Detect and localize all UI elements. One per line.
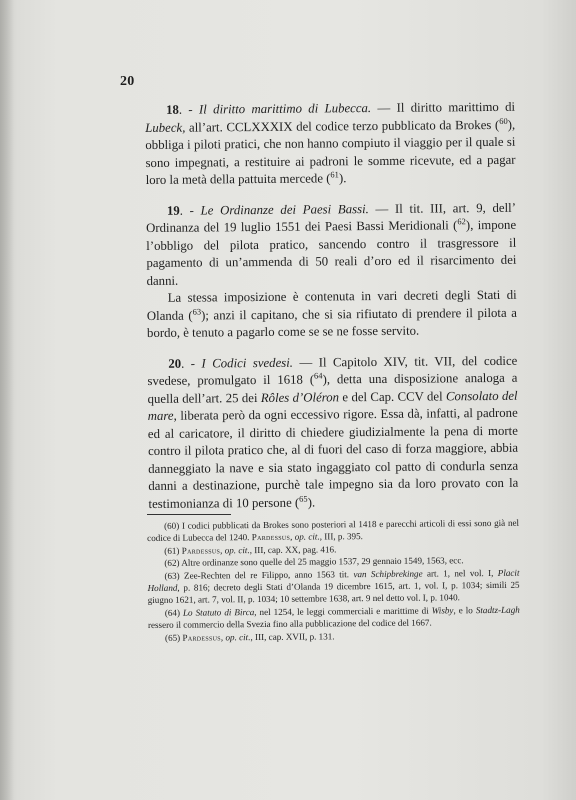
footnote-ref-64: 64 xyxy=(313,370,323,381)
page-number: 20 xyxy=(120,74,135,89)
footnote-ref-62: 62 xyxy=(457,216,466,227)
footnote-ref-63: 63 xyxy=(192,306,202,317)
footnote-65: (65) Pardessus, op. cit., III, cap. XVII, p. 131. xyxy=(164,631,335,643)
footnote-63: (63) Zee-Rechten del re Filippo, anno 1563 tit. van Schipbrekinge art. 1, nel vol. I, Placit Holland, p. 816; decreto degli Stati d’Olanda 19 dicembre 1615, art. 1, vol. I, p. 1034; simili 25 giugno 1621, art. 7, vol. II, p. 1034; 10 settembre 1638, art. 9 nel detto vol. I, p. 1040. xyxy=(147,567,520,606)
section-title: Le Ordinanze dei Paesi Bassi. xyxy=(200,201,369,218)
footnotes xyxy=(147,517,520,644)
footnote-62: (62) Altre ordinanze sono quelle del 25 maggio 1537, 29 gennaio 1549, 1563, ecc. xyxy=(164,555,464,569)
scan-edge-shadow xyxy=(0,0,14,800)
footnote-ref-65: 65 xyxy=(299,493,308,504)
section-title: I Codici svedesi. xyxy=(201,355,294,371)
section-19-paragraph-2: La stessa imposizione è contenuta in vari decreti degli Stati di Olanda ($^{63}$); anzi il capitano, che si sia rifiutato di prendere il pilota a bordo, è tenuto a pagarlo come se se ne fosse servito. xyxy=(146,287,517,340)
section-18-paragraph: 18. - Il diritto marittimo di Lubecca. — Il diritto marittimo di Lubeck, all’art. CCLXXXIX del codice terzo pubblicato da Brokes ($^{60}$), obbliga i piloti pratici, che non hanno compiuto il viaggio per il quale si sono impegnati, a restituire ai padroni le somme ricevute, ed a pagar loro la metà della pattuita mercede ($^{61}$). xyxy=(145,99,516,187)
section-20-paragraph: 20. - I Codici svedesi. — Il Capitolo XIV, tit. VII, del codice svedese, promulgato il 1618 ($^{64}$), detta una disposizione analoga a quella dell’art. 25 dei Rôles d’Oléron e del Cap. CCV del Consolato del mare, liberata però da ogni eccessivo rigore. Essa dà, infatti, al padrone ed al caricatore, il diritto di chiedere giudizialmente la pena di morte contro il pilota pratico che, al di fuori del caso di forza maggiore, abbia danneggiato la nave e sia stato ingaggiato col patto di condurla senza danni a destinazione, purchè tale impegno sia da loro provato con la testimonianza di 10 persone ($^{65}$). xyxy=(147,353,519,511)
section-19-paragraph: 19. - Le Ordinanze dei Paesi Bassi. — Il tit. III, art. 9, dell’ Ordinanza del 19 luglio 1551 dei Paesi Bassi Meridionali ($^{62}$), impone l’obbligo del pilota pratico, sancendo contro il trasgressore il pagamento di un’ammenda di 50 reali d’oro ed il risarcimento dei danni. xyxy=(146,200,517,288)
footnote-ref-60: 60 xyxy=(499,115,508,126)
section-18 xyxy=(145,99,516,190)
section-20 xyxy=(147,352,518,513)
footnote-60: (60) I codici pubblicati da Brokes sono posteriori al 1418 e parecchi articoli di essi sono già nel codice di Lubecca del 1240. Pardessus, op. cit., III, p. 395. xyxy=(147,517,520,544)
footnote-61: (61) Pardessus, op. cit., III, cap. XX, pag. 416. xyxy=(164,544,337,556)
footnote-64: (64) Lo Statuto di Birca, nel 1254, le leggi commerciali e marittime di Wisby, e lo Stadtz-Lagh ressero il commercio della Svezia fino alla pubblicazione del codice del 1667. xyxy=(147,604,520,631)
section-number: 20 xyxy=(168,356,182,371)
section-number: 18 xyxy=(166,102,179,117)
footnote-separator xyxy=(147,514,231,515)
section-19 xyxy=(146,199,517,342)
footnote-ref-61: 61 xyxy=(330,169,339,180)
section-number: 19 xyxy=(166,203,180,218)
main-text xyxy=(145,99,519,526)
section-title: Il diritto marittimo di Lubecca. xyxy=(198,101,372,117)
